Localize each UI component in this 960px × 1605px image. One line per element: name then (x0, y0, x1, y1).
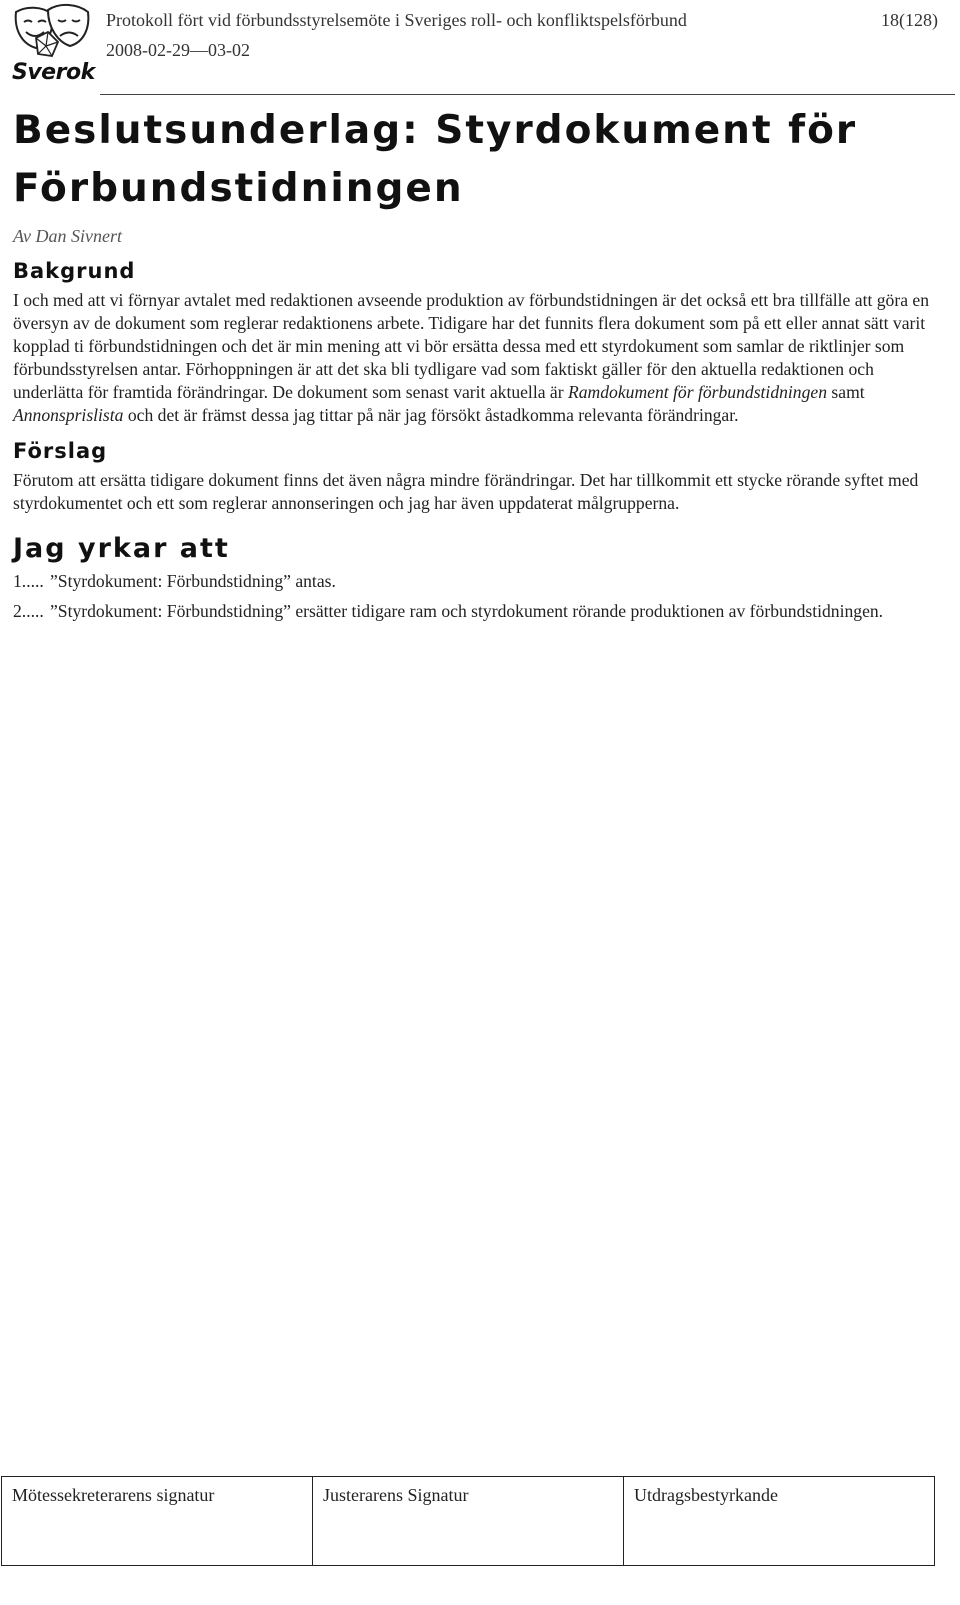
document-author: Av Dan Sivnert (13, 226, 122, 246)
list-item (13, 600, 943, 623)
signature-cell-adjuster: Justerarens Signatur (313, 1477, 624, 1565)
forslag-paragraph: Förutom att ersätta tidigare dokument finns det även några mindre förändringar. Det har tillkommit ett stycke rörande syftet med styrdokumentet och ett som reglerar annonseringen och jag har även uppdaterat målgrupperna. (13, 470, 919, 513)
section-heading-forslag: Förslag (13, 439, 108, 463)
logo-wordmark: Sverok (12, 60, 95, 85)
bakgrund-text-c: och det är främst dessa jag tittar på när jag försökt åstadkomma relevanta förändringar. (123, 405, 739, 425)
signature-cell-secretary: Mötessekreterarens signatur (2, 1477, 313, 1565)
list-item-number: 1..... (13, 571, 44, 591)
bakgrund-text-a: I och med att vi förnyar avtalet med redaktionen avseende produktion av förbundstidningen är det också ett bra tillfälle att göra en översyn av de dokument som reglerar redaktionens arbete. Tidigare har det funnits flera dokument som på ett eller annat sätt varit kopplad ti förbundstidningen och det är min mening att vi bör ersätta dessa med ett styrdokument som samlar de riktlinjer som förbundsstyrelsen antar. Förhoppningen är att det ska bli tydligare vad som faktiskt gäller för den aktuella redaktionen och underlätta för framtida förändringar. De dokument som senast varit aktuella är (13, 290, 930, 402)
bakgrund-text-b: samt (827, 382, 865, 402)
list-item-text: ”Styrdokument: Förbundstidning” ersätter tidigare ram och styrdokument rörande produktionen av förbundstidningen. (50, 601, 884, 621)
header-divider (100, 94, 955, 95)
header-title: Protokoll fört vid förbundsstyrelsemöte i Sveriges roll- och konfliktspelsförbund (106, 10, 687, 30)
doc-ref-ramdokument: Ramdokument för förbundstidningen (568, 382, 828, 402)
signature-cell-certification: Utdragsbestyrkande (634, 1485, 778, 1505)
list-item-number: 2..... (13, 601, 44, 621)
page-number: 18(128) (881, 10, 938, 30)
list-item-text: ”Styrdokument: Förbundstidning” antas. (50, 571, 336, 591)
bakgrund-paragraph (13, 289, 943, 427)
page-header (0, 0, 960, 96)
signature-table (1, 1476, 935, 1566)
document-body (13, 100, 943, 630)
list-item (13, 570, 943, 593)
section-heading-bakgrund: Bakgrund (13, 259, 136, 283)
header-date: 2008-02-29—03-02 (106, 40, 250, 60)
doc-ref-annonsprislista: Annonsprislista (13, 405, 124, 425)
section-heading-yrkar: Jag yrkar att (13, 533, 230, 564)
motion-list (13, 570, 943, 623)
document-title: Beslutsunderlag: Styrdokument för Förbundstidningen (13, 108, 858, 211)
